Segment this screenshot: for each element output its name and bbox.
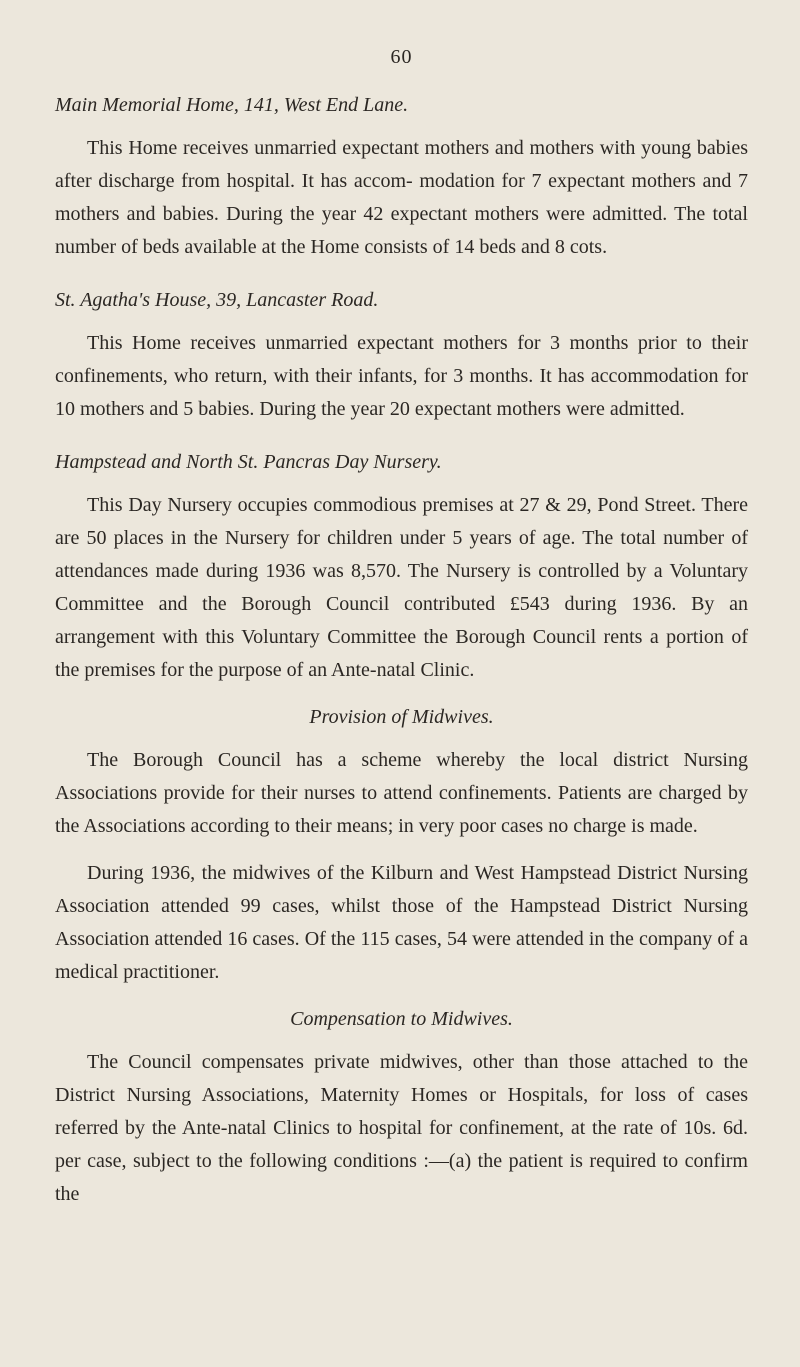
heading-provision-of-midwives: Provision of Midwives. <box>309 706 494 728</box>
heading-compensation-to-midwives: Compensation to Midwives. <box>290 1008 513 1030</box>
paragraph-main-memorial-home: This Home receives unmarried expectant mothers and mothers with young babies after discharge from hospital. It has accom- modation for 7 expectant mothers and 7 mothers and babies. During the year 42 expectant mothers were admitted. The total number of beds available at the Home consists of 14 beds and 8 cots. <box>55 137 748 258</box>
heading-day-nursery: Hampstead and North St. Pancras Day Nursery. <box>55 451 442 473</box>
paragraph-provision-of-midwives-1: The Borough Council has a scheme whereby the local district Nursing Associations provide for their nurses to attend confinements. Patients are charged by the Associations according to their means; in very poor cases no charge is made. <box>55 749 748 837</box>
page-number: 60 <box>390 46 413 68</box>
paragraph-provision-of-midwives-2: During 1936, the midwives of the Kilburn and West Hampstead District Nursing Association attended 99 cases, whilst those of the Hampstead District Nursing Association attended 16 cases. Of the 115 cases, 54 were attended in the company of a medical practitioner. <box>55 862 748 983</box>
heading-main-memorial-home: Main Memorial Home, 141, West End Lane. <box>55 94 409 116</box>
paragraph-day-nursery: This Day Nursery occupies commodious premises at 27 & 29, Pond Street. There are 50 places in the Nursery for children under 5 years of age. The total number of attendances made during 1936 was 8,570. The Nursery is controlled by a Voluntary Committee and the Borough Council contributed £543 during 1936. By an arrangement with this Voluntary Committee the Borough Council rents a portion of the premises for the purpose of an Ante-natal Clinic. <box>55 494 748 681</box>
paragraph-st-agathas-house: This Home receives unmarried expectant mothers for 3 months prior to their confinements, who return, with their infants, for 3 months. It has accommodation for 10 mothers and 5 babies. During the year 20 expectant mothers were admitted. <box>55 332 748 420</box>
heading-st-agathas-house: St. Agatha's House, 39, Lancaster Road. <box>55 289 379 311</box>
paragraph-compensation-to-midwives: The Council compensates private midwives, other than those attached to the District Nursing Associations, Maternity Homes or Hospitals, for loss of cases referred by the Ante-natal Clinics to hospital for confinement, at the rate of 10s. 6d. per case, subject to the following conditions :—(a) the patient is required to confirm the <box>55 1051 748 1205</box>
